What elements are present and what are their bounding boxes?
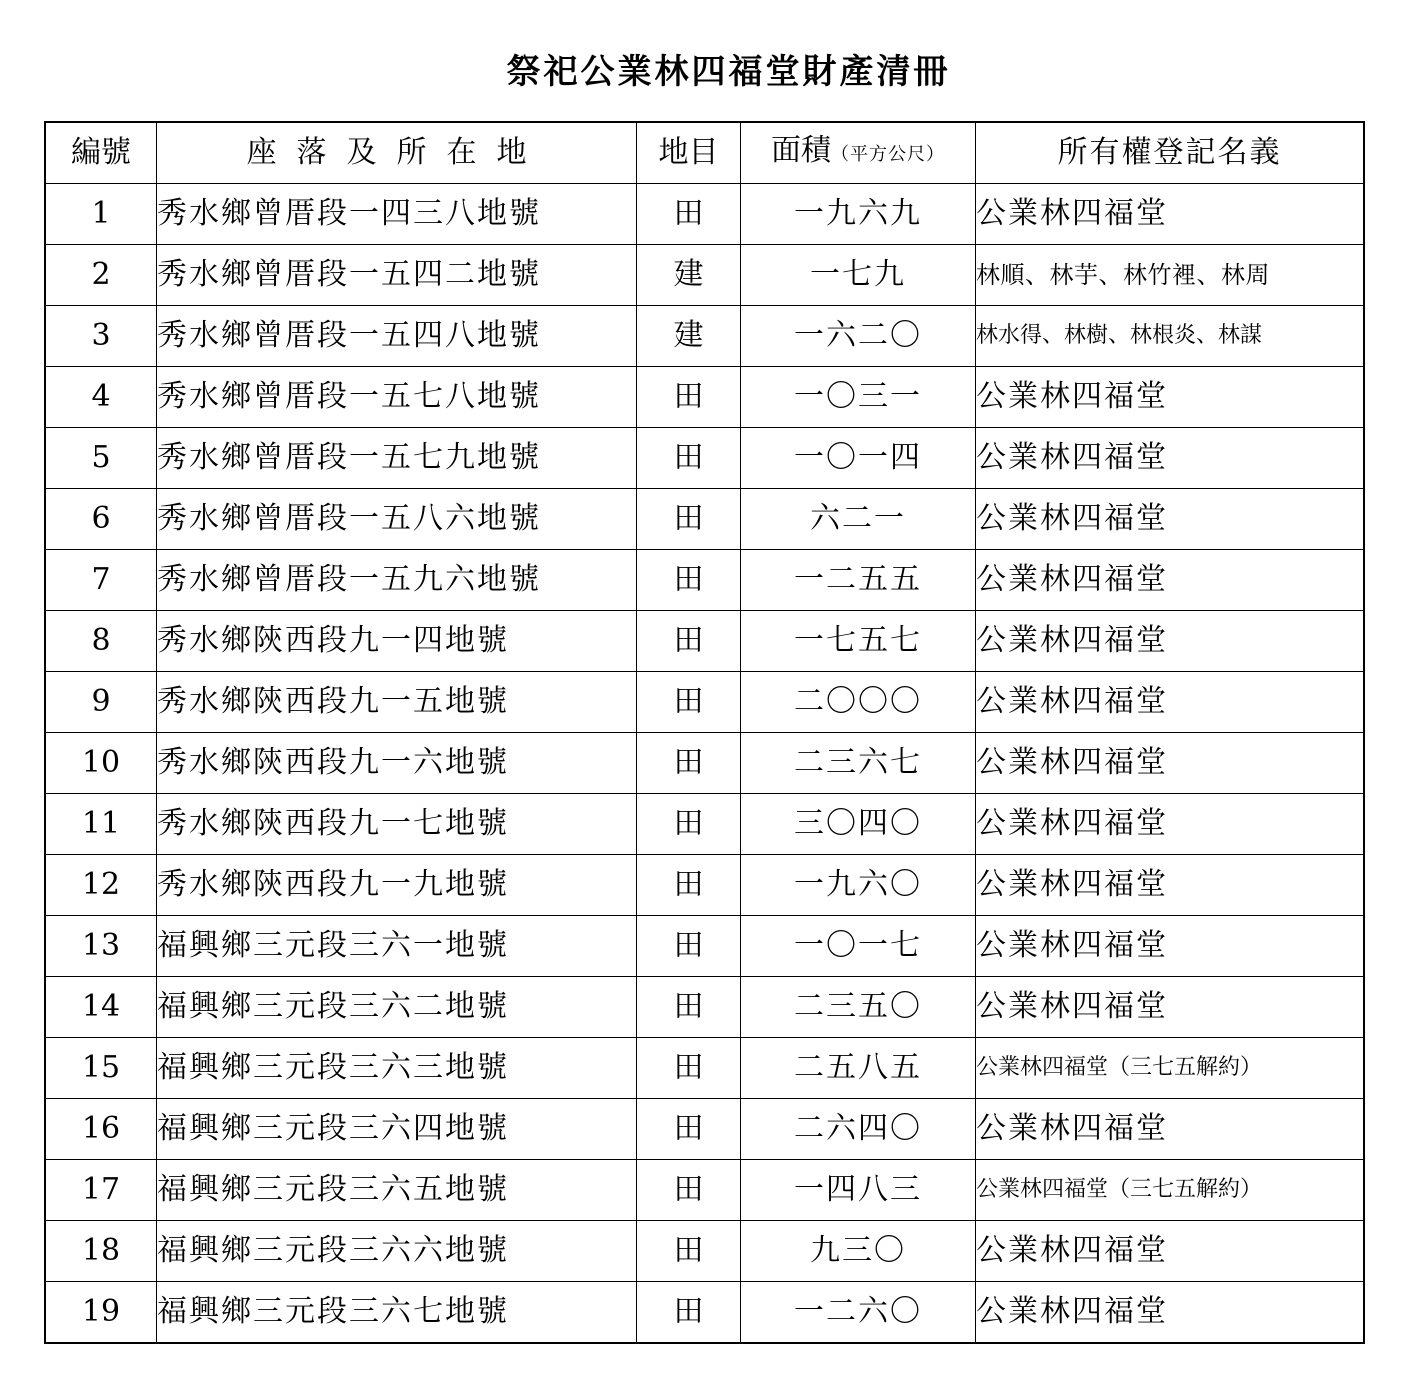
- row-owner: 公業林四福堂（三七五解約）: [976, 1160, 1365, 1221]
- row-land-category: 田: [637, 489, 741, 550]
- row-number: 5: [45, 428, 157, 489]
- row-owner: 公業林四福堂: [976, 428, 1365, 489]
- header-owner: 所有權登記名義: [976, 122, 1365, 184]
- row-owner: 公業林四福堂: [976, 672, 1365, 733]
- row-location: 秀水鄉曾厝段一五八六地號: [157, 489, 637, 550]
- row-area: 九三〇: [741, 1221, 976, 1282]
- table-row: [45, 245, 1364, 306]
- row-owner: 公業林四福堂: [976, 855, 1365, 916]
- row-area: 二三五〇: [741, 977, 976, 1038]
- row-area: 二三六七: [741, 733, 976, 794]
- header-number: 編號: [45, 122, 157, 184]
- row-location: 秀水鄉陝西段九一九地號: [157, 855, 637, 916]
- document-title: 祭祀公業林四福堂財產清冊: [506, 52, 951, 92]
- header-area-unit: （平方公尺）: [831, 144, 945, 165]
- row-location: 福興鄉三元段三六五地號: [157, 1160, 637, 1221]
- row-number: 8: [45, 611, 157, 672]
- row-area: 一二六〇: [741, 1282, 976, 1344]
- row-location: 秀水鄉陝西段九一七地號: [157, 794, 637, 855]
- row-number: 3: [45, 306, 157, 367]
- header-area-label: 面積: [771, 133, 831, 168]
- row-land-category: 田: [637, 855, 741, 916]
- table-row: [45, 367, 1364, 428]
- row-area: 一九六〇: [741, 855, 976, 916]
- row-owner: 公業林四福堂: [976, 184, 1365, 245]
- table-row: [45, 428, 1364, 489]
- row-area: 一〇三一: [741, 367, 976, 428]
- row-land-category: 田: [637, 916, 741, 977]
- row-number: 12: [45, 855, 157, 916]
- row-location: 福興鄉三元段三六一地號: [157, 916, 637, 977]
- row-number: 7: [45, 550, 157, 611]
- row-location: 秀水鄉曾厝段一五七八地號: [157, 367, 637, 428]
- row-owner: 公業林四福堂: [976, 367, 1365, 428]
- row-owner: 公業林四福堂: [976, 1282, 1365, 1344]
- table-row: [45, 1099, 1364, 1160]
- table-row: [45, 794, 1364, 855]
- row-number: 13: [45, 916, 157, 977]
- row-land-category: 田: [637, 672, 741, 733]
- row-land-category: 田: [637, 367, 741, 428]
- table-row: [45, 1038, 1364, 1099]
- row-area: 二〇〇〇: [741, 672, 976, 733]
- row-land-category: 田: [637, 550, 741, 611]
- table-row: [45, 489, 1364, 550]
- row-location: 秀水鄉曾厝段一五七九地號: [157, 428, 637, 489]
- row-owner: 公業林四福堂: [976, 733, 1365, 794]
- table-row: [45, 306, 1364, 367]
- row-owner: 公業林四福堂: [976, 550, 1365, 611]
- row-land-category: 田: [637, 611, 741, 672]
- row-number: 1: [45, 184, 157, 245]
- row-area: 一〇一四: [741, 428, 976, 489]
- table-row: [45, 1160, 1364, 1221]
- row-land-category: 田: [637, 1038, 741, 1099]
- row-owner: 公業林四福堂: [976, 611, 1365, 672]
- row-area: 六二一: [741, 489, 976, 550]
- row-number: 17: [45, 1160, 157, 1221]
- row-owner: 公業林四福堂: [976, 794, 1365, 855]
- row-number: 4: [45, 367, 157, 428]
- row-location: 福興鄉三元段三六六地號: [157, 1221, 637, 1282]
- row-land-category: 田: [637, 733, 741, 794]
- row-owner: 公業林四福堂（三七五解約）: [976, 1038, 1365, 1099]
- row-area: 一七九: [741, 245, 976, 306]
- row-area: 一九六九: [741, 184, 976, 245]
- row-area: 一〇一七: [741, 916, 976, 977]
- row-land-category: 田: [637, 184, 741, 245]
- property-register-table: [44, 121, 1365, 1344]
- row-location: 秀水鄉陝西段九一五地號: [157, 672, 637, 733]
- table-row: [45, 1282, 1364, 1344]
- row-area: 一七五七: [741, 611, 976, 672]
- row-number: 14: [45, 977, 157, 1038]
- row-location: 秀水鄉曾厝段一五四八地號: [157, 306, 637, 367]
- row-number: 19: [45, 1282, 157, 1344]
- row-land-category: 田: [637, 977, 741, 1038]
- row-land-category: 田: [637, 1282, 741, 1344]
- table-row: [45, 855, 1364, 916]
- row-number: 18: [45, 1221, 157, 1282]
- header-area: [741, 122, 976, 184]
- table-row: [45, 184, 1364, 245]
- row-location: 秀水鄉陝西段九一六地號: [157, 733, 637, 794]
- row-area: 一六二〇: [741, 306, 976, 367]
- row-location: 福興鄉三元段三六三地號: [157, 1038, 637, 1099]
- row-land-category: 建: [637, 245, 741, 306]
- table-row: [45, 733, 1364, 794]
- row-area: 三〇四〇: [741, 794, 976, 855]
- row-location: 秀水鄉曾厝段一四三八地號: [157, 184, 637, 245]
- header-land-category: 地目: [637, 122, 741, 184]
- row-owner: 公業林四福堂: [976, 916, 1365, 977]
- table-body: [45, 184, 1364, 1344]
- row-owner: 公業林四福堂: [976, 489, 1365, 550]
- table-row: [45, 672, 1364, 733]
- row-location: 福興鄉三元段三六七地號: [157, 1282, 637, 1344]
- row-number: 2: [45, 245, 157, 306]
- row-owner: 公業林四福堂: [976, 977, 1365, 1038]
- table-row: [45, 611, 1364, 672]
- table-row: [45, 1221, 1364, 1282]
- row-location: 福興鄉三元段三六二地號: [157, 977, 637, 1038]
- row-owner: 公業林四福堂: [976, 1099, 1365, 1160]
- row-area: 一四八三: [741, 1160, 976, 1221]
- row-number: 11: [45, 794, 157, 855]
- row-land-category: 建: [637, 306, 741, 367]
- row-area: 二六四〇: [741, 1099, 976, 1160]
- table-row: [45, 977, 1364, 1038]
- row-area: 二五八五: [741, 1038, 976, 1099]
- row-number: 16: [45, 1099, 157, 1160]
- row-number: 15: [45, 1038, 157, 1099]
- row-location: 秀水鄉陝西段九一四地號: [157, 611, 637, 672]
- header-location: 座落及所在地: [157, 122, 637, 184]
- row-owner: 林水得、林樹、林根炎、林謀: [976, 306, 1365, 367]
- row-land-category: 田: [637, 794, 741, 855]
- row-owner: 林順、林芋、林竹裡、林周: [976, 245, 1365, 306]
- table-row: [45, 550, 1364, 611]
- row-number: 9: [45, 672, 157, 733]
- row-area: 一二五五: [741, 550, 976, 611]
- row-land-category: 田: [637, 1221, 741, 1282]
- table-header-row: [45, 122, 1364, 184]
- row-location: 福興鄉三元段三六四地號: [157, 1099, 637, 1160]
- row-owner: 公業林四福堂: [976, 1221, 1365, 1282]
- row-number: 10: [45, 733, 157, 794]
- row-location: 秀水鄉曾厝段一五九六地號: [157, 550, 637, 611]
- table-row: [45, 916, 1364, 977]
- row-land-category: 田: [637, 428, 741, 489]
- row-location: 秀水鄉曾厝段一五四二地號: [157, 245, 637, 306]
- row-land-category: 田: [637, 1099, 741, 1160]
- row-number: 6: [45, 489, 157, 550]
- row-land-category: 田: [637, 1160, 741, 1221]
